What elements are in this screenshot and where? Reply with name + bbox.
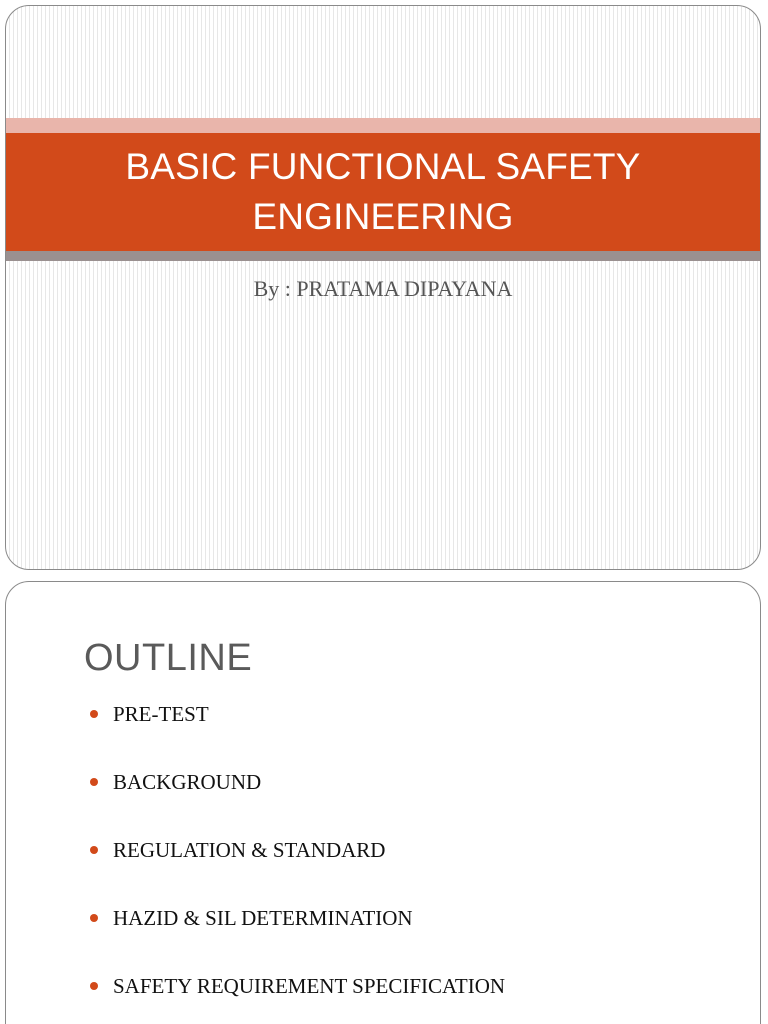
outline-item [84,768,505,836]
title-slide [5,5,761,570]
outline-slide [5,581,761,1024]
outline-item [84,700,505,768]
outline-list [84,700,505,1024]
slide-title-line-1: BASIC FUNCTIONAL SAFETY [125,146,641,187]
bullet-icon [90,914,98,922]
outline-item [84,836,505,904]
bullet-icon [90,778,98,786]
bullet-icon [90,710,98,718]
outline-item-label: HAZID & SIL DETERMINATION [113,906,413,930]
outline-item [84,904,505,972]
author-byline: By : PRATAMA DIPAYANA [253,276,513,301]
outline-item [84,972,505,1024]
outline-item-label: BACKGROUND [113,770,262,794]
outline-item-label: REGULATION & STANDARD [113,838,386,862]
outline-item-label: SAFETY REQUIREMENT SPECIFICATION [113,974,506,998]
outline-heading: OUTLINE [84,637,253,679]
outline-item-label: PRE-TEST [113,702,209,726]
title-bottom-accent-band [6,251,760,261]
slide-title [46,142,720,242]
slide-title-line-2: ENGINEERING [252,196,514,237]
title-top-accent-band [6,118,760,133]
bullet-icon [90,846,98,854]
bullet-icon [90,982,98,990]
